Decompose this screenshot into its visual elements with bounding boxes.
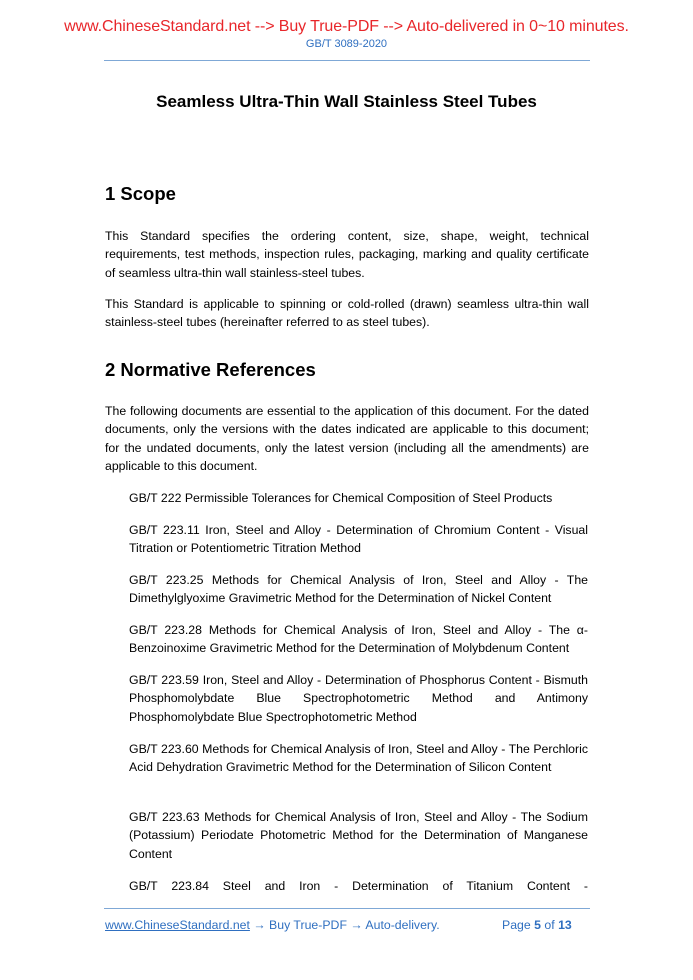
page-indicator — [502, 918, 572, 932]
page-total: 13 — [558, 918, 572, 932]
scope-paragraph: This Standard specifies the ordering content, size, shape, weight, technical requirements, test methods, inspection rules, packaging, marking and quality certificate of seamless ultra-thin wall stainless-steel tubes. — [105, 229, 589, 280]
reference-item: GB/T 223.59 Iron, Steel and Alloy - Determination of Phosphorus Content - Bismuth Phosphomolybdate Blue Spectrophotometric Method and Antimony Phosphomolybdate Blue Spectrophotometric Method — [129, 673, 588, 724]
references-intro-paragraph: The following documents are essential to the application of this document. For the dated documents, only the versions with the dates indicated are applicable to this document; for the undated documents, only the latest version (including all the amendments) are applicable to this document. — [105, 404, 589, 473]
section-body-scope-2 — [105, 295, 589, 332]
footer-site-link[interactable]: www.ChineseStandard.net — [105, 918, 250, 932]
document-code: GB/T 3089-2020 — [305, 38, 388, 50]
section-body-scope — [105, 227, 589, 282]
section-heading-scope: 1 Scope — [105, 183, 176, 204]
page-title: Seamless Ultra-Thin Wall Stainless Steel Tubes — [156, 92, 537, 111]
reference-item: GB/T 222 Permissible Tolerances for Chemical Composition of Steel Products — [129, 491, 553, 505]
section-body-references — [105, 402, 589, 475]
page-current: 5 — [534, 918, 541, 932]
reference-item: GB/T 223.84 Steel and Iron - Determination of Titanium Content - — [129, 879, 588, 893]
reference-item: GB/T 223.63 Methods for Chemical Analysis of Iron, Steel and Alloy - The Sodium (Potassium) Periodate Photometric Method for the Determination of Manganese Content — [129, 810, 588, 861]
page-of: of — [544, 918, 555, 932]
reference-item: GB/T 223.28 Methods for Chemical Analysis of Iron, Steel and Alloy - The α-Benzoinoxime Gravimetric Method for the Determination of Molybdenum Content — [129, 623, 588, 656]
reference-item: GB/T 223.60 Methods for Chemical Analysis of Iron, Steel and Alloy - The Perchloric Acid Dehydration Gravimetric Method for the Determination of Silicon Content — [129, 742, 588, 775]
reference-item: GB/T 223.25 Methods for Chemical Analysis of Iron, Steel and Alloy - The Dimethylglyoxime Gravimetric Method for the Determination of Nickel Content — [129, 573, 588, 606]
footer-tagline: → Buy True-PDF → Auto-delivery. — [249, 918, 440, 932]
promo-banner[interactable]: www.ChineseStandard.net --> Buy True-PDF --> Auto-delivered in 0~10 minutes. — [64, 18, 629, 35]
footer-divider — [104, 908, 590, 909]
reference-item: GB/T 223.11 Iron, Steel and Alloy - Determination of Chromium Content - Visual Titration or Potentiometric Titration Method — [129, 523, 588, 556]
scope-paragraph: This Standard is applicable to spinning or cold-rolled (drawn) seamless ultra-thin wall stainless-steel tubes (hereinafter referred to as steel tubes). — [105, 297, 589, 330]
header-divider — [104, 60, 590, 61]
section-heading-normative-references: 2 Normative References — [105, 359, 316, 380]
page-word: Page — [502, 918, 531, 932]
footer-promo — [105, 918, 440, 932]
